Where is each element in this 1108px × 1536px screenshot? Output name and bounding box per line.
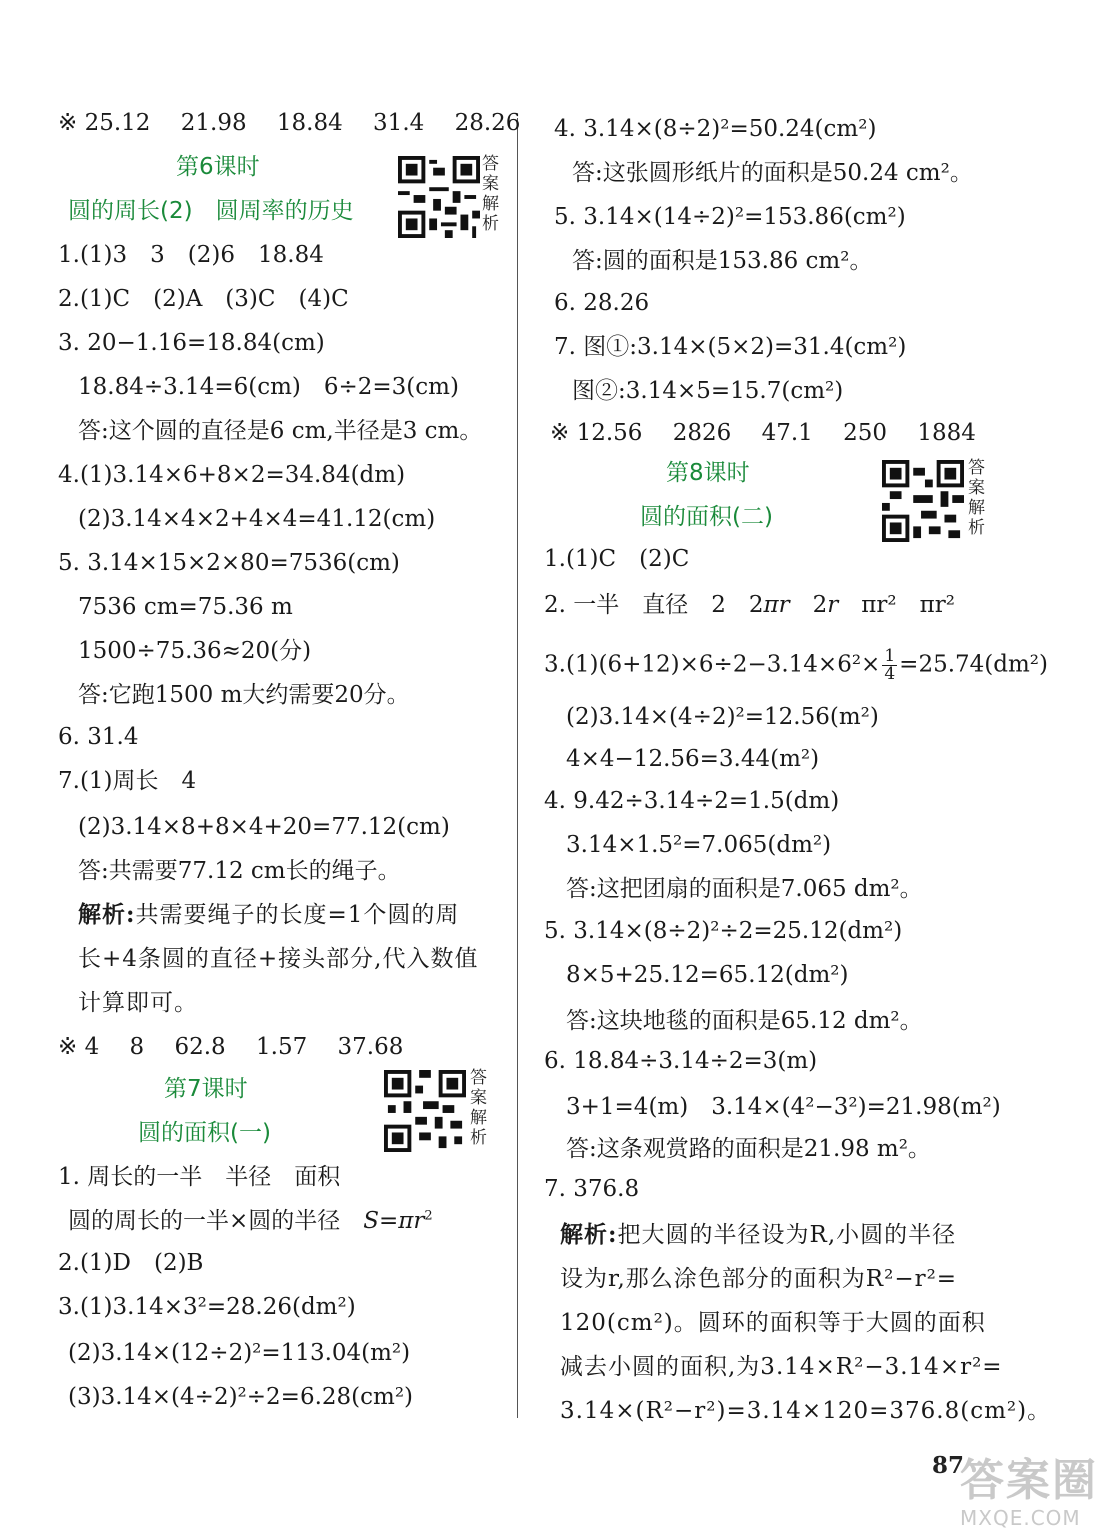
answer-line: 6. 28.26 bbox=[554, 290, 650, 316]
topic-title: 圆的周长(2) 圆周率的历史 bbox=[68, 198, 354, 224]
answer-line: (2)3.14×4×2+4×4=41.12(cm) bbox=[78, 506, 436, 532]
watermark-url: MXQE.COM bbox=[960, 1506, 1081, 1530]
analysis-text: 把大圆的半径设为R,小圆的半径 bbox=[617, 1222, 957, 1248]
qr-code-icon[interactable] bbox=[398, 156, 480, 238]
answer-line: 1.(1)C (2)C bbox=[544, 546, 690, 572]
answer-text: 3.(1)(6+12)×6÷2−3.14×6²× bbox=[544, 651, 881, 678]
answer-line: 8×5+25.12=65.12(dm²) bbox=[566, 962, 849, 988]
qr-label: 答案解析 bbox=[968, 458, 985, 538]
answer-text: πr² πr² bbox=[838, 592, 955, 618]
formula-text: 圆的周长的一半×圆的半径 bbox=[68, 1208, 364, 1234]
answer-line: 答:这块地毯的面积是65.12 dm²。 bbox=[566, 1008, 923, 1034]
answer-line: 答:这张圆形纸片的面积是50.24 cm²。 bbox=[572, 160, 973, 186]
answer-line: 答:它跑1500 m大约需要20分。 bbox=[78, 682, 410, 708]
analysis-line bbox=[78, 900, 459, 930]
qr-code-icon[interactable] bbox=[384, 1070, 466, 1152]
answer-line: 4×4−12.56=3.44(m²) bbox=[566, 746, 820, 772]
analysis-line: 设为r,那么涂色部分的面积为R²−r²= bbox=[560, 1266, 958, 1292]
answer-line: 6. 31.4 bbox=[58, 724, 139, 750]
answer-line bbox=[544, 646, 1048, 684]
answer-line: 3.(1)3.14×3²=28.26(dm²) bbox=[58, 1294, 356, 1320]
answer-line: 答:这把团扇的面积是7.065 dm²。 bbox=[566, 876, 923, 902]
watermark-text: 答案圈 bbox=[960, 1455, 1098, 1506]
column-divider bbox=[517, 118, 518, 1418]
answer-line: 答:共需要77.12 cm长的绳子。 bbox=[78, 858, 401, 884]
answer-text: 2 bbox=[789, 592, 828, 618]
answer-text: =25.74(dm²) bbox=[899, 651, 1048, 678]
answer-line bbox=[544, 590, 955, 620]
fraction-numerator: 1 bbox=[884, 646, 896, 666]
answer-line: 6. 18.84÷3.14÷2=3(m) bbox=[544, 1048, 818, 1074]
lesson-title: 第7课时 bbox=[164, 1076, 248, 1102]
lesson-title: 第8课时 bbox=[666, 460, 750, 486]
answer-line: 7536 cm=75.36 m bbox=[78, 594, 293, 620]
answer-line: 答:圆的面积是153.86 cm²。 bbox=[572, 248, 873, 274]
area-formula: S=πr bbox=[363, 1208, 425, 1234]
extra-answers-row: ※ 4 8 62.8 1.57 37.68 bbox=[58, 1034, 404, 1060]
answer-line: 4.(1)3.14×6+8×2=34.84(dm) bbox=[58, 462, 406, 488]
analysis-line: 长+4条圆的直径+接头部分,代入数值 bbox=[78, 946, 479, 972]
qr-code-icon[interactable] bbox=[882, 460, 964, 542]
answer-line: (2)3.14×8+8×4+20=77.12(cm) bbox=[78, 814, 450, 840]
answer-line: 18.84÷3.14=6(cm) 6÷2=3(cm) bbox=[78, 374, 459, 400]
answer-line: 4. 9.42÷3.14÷2=1.5(dm) bbox=[544, 788, 840, 814]
watermark-logo bbox=[960, 1444, 1100, 1532]
lesson-title: 第6课时 bbox=[176, 154, 260, 180]
answer-line: 1500÷75.36≈20(分) bbox=[78, 638, 312, 664]
answer-line: 3.14×1.5²=7.065(dm²) bbox=[566, 832, 832, 858]
answer-line: (3)3.14×(4÷2)²÷2=6.28(cm²) bbox=[68, 1384, 414, 1410]
extra-answers-row: ※ 12.56 2826 47.1 250 1884 bbox=[550, 420, 976, 446]
analysis-label: 解析: bbox=[560, 1221, 618, 1248]
answer-line: 答:这个圆的直径是6 cm,半径是3 cm。 bbox=[78, 418, 483, 444]
answer-line: 5. 3.14×(14÷2)²=153.86(cm²) bbox=[554, 204, 906, 230]
answer-line: (2)3.14×(12÷2)²=113.04(m²) bbox=[68, 1340, 411, 1366]
answer-line: 1. 周长的一半 半径 面积 bbox=[58, 1164, 341, 1190]
answer-line: 3+1=4(m) 3.14×(4²−3²)=21.98(m²) bbox=[566, 1094, 1001, 1120]
analysis-line: 计算即可。 bbox=[78, 990, 198, 1016]
analysis-line bbox=[560, 1220, 956, 1250]
analysis-line: 3.14×(R²−r²)=3.14×120=376.8(cm²)。 bbox=[560, 1398, 1052, 1424]
answer-line: 7. 376.8 bbox=[544, 1176, 640, 1202]
answer-line: 4. 3.14×(8÷2)²=50.24(cm²) bbox=[554, 116, 877, 142]
formula-text: r bbox=[827, 592, 839, 618]
qr-label: 答案解析 bbox=[482, 154, 499, 234]
formula-text: πr bbox=[763, 592, 790, 618]
topic-title: 圆的面积(一) bbox=[138, 1120, 271, 1146]
topic-title: 圆的面积(二) bbox=[640, 504, 773, 530]
analysis-line: 减去小圆的面积,为3.14×R²−3.14×r²= bbox=[560, 1354, 1003, 1380]
fraction-denominator: 4 bbox=[884, 664, 896, 684]
analysis-label: 解析: bbox=[78, 901, 136, 928]
answer-line: 圆的周长的一半×圆的半径 $S=\pi r^2$ bbox=[68, 1208, 433, 1234]
answer-line: 5. 3.14×15×2×80=7536(cm) bbox=[58, 550, 400, 576]
answer-line: 7. 图①:3.14×(5×2)=31.4(cm²) bbox=[554, 334, 907, 360]
answer-line: 7.(1)周长 4 bbox=[58, 768, 197, 794]
answer-line: 1.(1)3 3 (2)6 18.84 bbox=[58, 242, 324, 268]
answer-line: 5. 3.14×(8÷2)²÷2=25.12(dm²) bbox=[544, 918, 903, 944]
answer-line: 2.(1)C (2)A (3)C (4)C bbox=[58, 286, 349, 312]
qr-label: 答案解析 bbox=[470, 1068, 487, 1148]
fraction bbox=[882, 648, 897, 683]
answer-line: (2)3.14×(4÷2)²=12.56(m²) bbox=[566, 704, 879, 730]
answer-line: 2.(1)D (2)B bbox=[58, 1250, 204, 1276]
analysis-text: 共需要绳子的长度=1个圆的周 bbox=[135, 902, 460, 928]
answer-line: 图②:3.14×5=15.7(cm²) bbox=[572, 378, 844, 404]
answer-text: 2. 一半 直径 2 2 bbox=[544, 592, 764, 618]
page-number: 87 bbox=[932, 1452, 965, 1479]
analysis-line: 120(cm²)。圆环的面积等于大圆的面积 bbox=[560, 1310, 986, 1336]
answer-line: 3. 20−1.16=18.84(cm) bbox=[58, 330, 325, 356]
answer-line: 答:这条观赏路的面积是21.98 m²。 bbox=[566, 1136, 931, 1162]
extra-answers-row: ※ 25.12 21.98 18.84 31.4 28.26 bbox=[58, 110, 521, 136]
